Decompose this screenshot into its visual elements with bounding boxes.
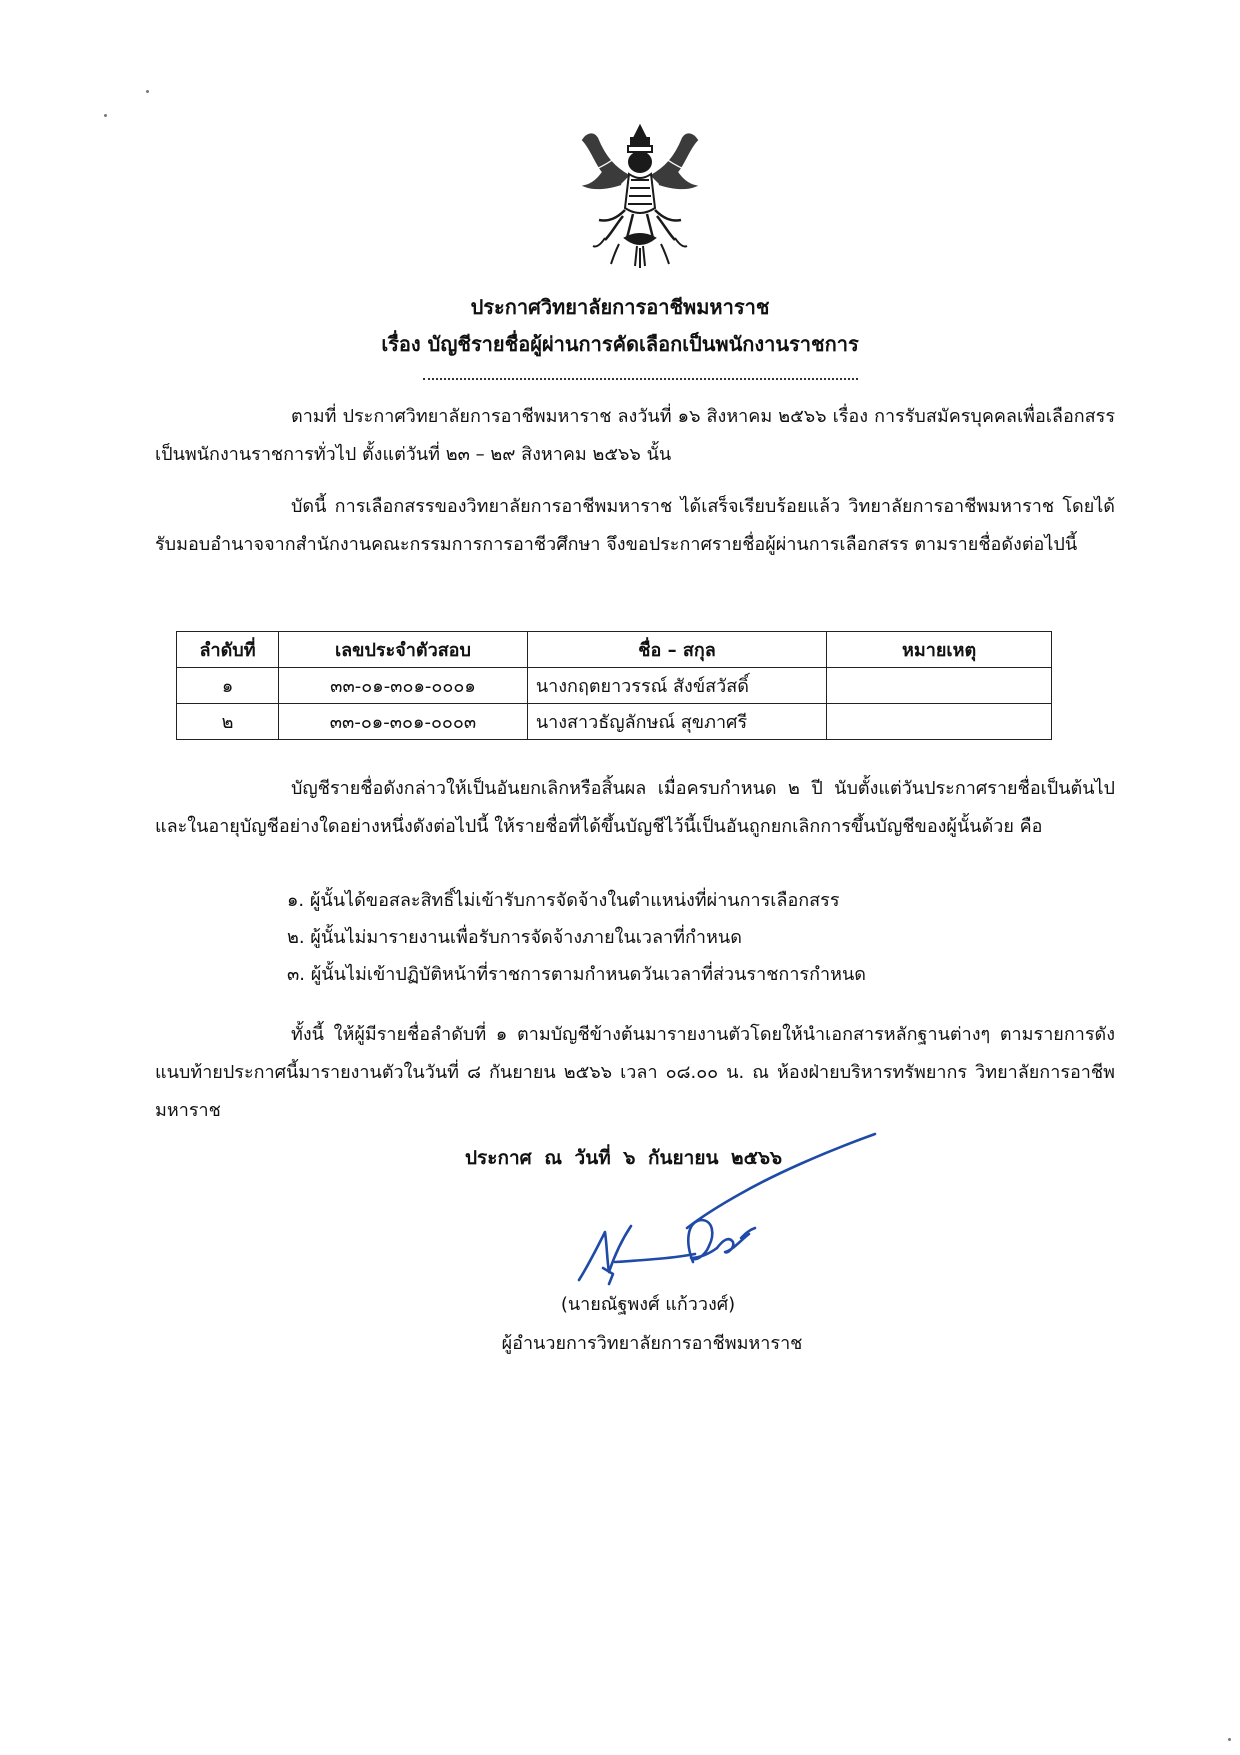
- conditions-list: [287, 882, 866, 993]
- handwritten-signature-icon: [575, 1122, 885, 1292]
- results-table: [176, 631, 1052, 740]
- garuda-emblem-icon: [575, 118, 705, 270]
- scan-speck: [146, 90, 149, 93]
- cell-note: [827, 668, 1052, 704]
- document-subject: เรื่อง บัญชีรายชื่อผู้ผ่านการคัดเลือกเป็นพนักงานราชการ: [381, 332, 859, 356]
- signer-position: ผู้อำนวยการวิทยาลัยการอาชีพมหาราช: [501, 1333, 803, 1354]
- scan-speck: [1228, 1738, 1231, 1741]
- table-row: [177, 668, 1052, 704]
- table-header-row: [177, 632, 1052, 668]
- column-header-name: ชื่อ – สกุล: [527, 632, 826, 668]
- document-title: ประกาศวิทยาลัยการอาชีพมหาราช: [470, 295, 770, 319]
- table-row: [177, 704, 1052, 740]
- dotted-divider: [423, 372, 858, 380]
- paragraph-reference: ตามที่ ประกาศวิทยาลัยการอาชีพมหาราช ลงวันที่ ๑๖ สิงหาคม ๒๕๖๖ เรื่อง การรับสมัครบุคคลเพื่อเลือกสรรเป็นพนักงานราชการทั่วไป ตั้งแต่วันที่ ๒๓ – ๒๙ สิงหาคม ๒๕๖๖ นั้น: [155, 406, 1115, 465]
- paragraph-validity: บัญชีรายชื่อดังกล่าวให้เป็นอันยกเลิกหรือสิ้นผล เมื่อครบกำหนด ๒ ปี นับตั้งแต่วันประกาศรายชื่อเป็นต้นไป และในอายุบัญชีอย่างใดอย่างหนึ่งดังต่อไปนี้ ให้รายชื่อที่ได้ขึ้นบัญชีไว้นี้เป็นอันถูกยกเลิกการขึ้นบัญชีของผู้นั้นด้วย คือ: [155, 778, 1115, 837]
- paragraph-report-instructions: ทั้งนี้ ให้ผู้มีรายชื่อลำดับที่ ๑ ตามบัญชีข้างต้นมารายงานตัวโดยให้นำเอกสารหลักฐานต่างๆ ตามรายการดังแนบท้ายประกาศนี้มารายงานตัวในวันที่ ๘ กันยายน ๒๕๖๖ เวลา ๐๘.๐๐ น. ณ ห้องฝ่ายบริหารทรัพยากร วิทยาลัยการอาชีพมหาราช: [155, 1024, 1115, 1121]
- column-header-order: ลำดับที่: [177, 632, 279, 668]
- cell-note: [827, 704, 1052, 740]
- cell-exam-id: ๓๓-๐๑-๓๐๑-๐๐๐๑: [279, 668, 528, 704]
- paragraph-announcement: บัดนี้ การเลือกสรรของวิทยาลัยการอาชีพมหาราช ได้เสร็จเรียบร้อยแล้ว วิทยาลัยการอาชีพมหาราช โดยได้รับมอบอำนาจจากสำนักงานคณะกรรมการการอาชีวศึกษา จึงขอประกาศรายชื่อผู้ผ่านการเลือกสรร ตามรายชื่อดังต่อไปนี้: [155, 496, 1115, 555]
- cell-exam-id: ๓๓-๐๑-๓๐๑-๐๐๐๓: [279, 704, 528, 740]
- condition-item: ๓. ผู้นั้นไม่เข้าปฏิบัติหน้าที่ราชการตามกำหนดวันเวลาที่ส่วนราชการกำหนด: [287, 964, 866, 985]
- column-header-note: หมายเหตุ: [827, 632, 1052, 668]
- cell-name: นางกฤตยาวรรณ์ สังข์สวัสดิ์: [527, 668, 826, 704]
- cell-order: ๑: [177, 668, 279, 704]
- condition-item: ๑. ผู้นั้นได้ขอสละสิทธิ์ไม่เข้ารับการจัดจ้างในตำแหน่งที่ผ่านการเลือกสรร: [287, 890, 840, 911]
- scan-speck: [104, 114, 107, 117]
- condition-item: ๒. ผู้นั้นไม่มารายงานเพื่อรับการจัดจ้างภายในเวลาที่กำหนด: [287, 927, 742, 948]
- signer-name: (นายณัฐพงศ์ แก้ววงศ์): [560, 1294, 736, 1315]
- cell-order: ๒: [177, 704, 279, 740]
- announcement-date: ประกาศ ณ วันที่ ๖ กันยายน ๒๕๖๖: [465, 1147, 783, 1169]
- cell-name: นางสาวธัญลักษณ์ สุขภาศรี: [527, 704, 826, 740]
- column-header-exam-id: เลขประจำตัวสอบ: [279, 632, 528, 668]
